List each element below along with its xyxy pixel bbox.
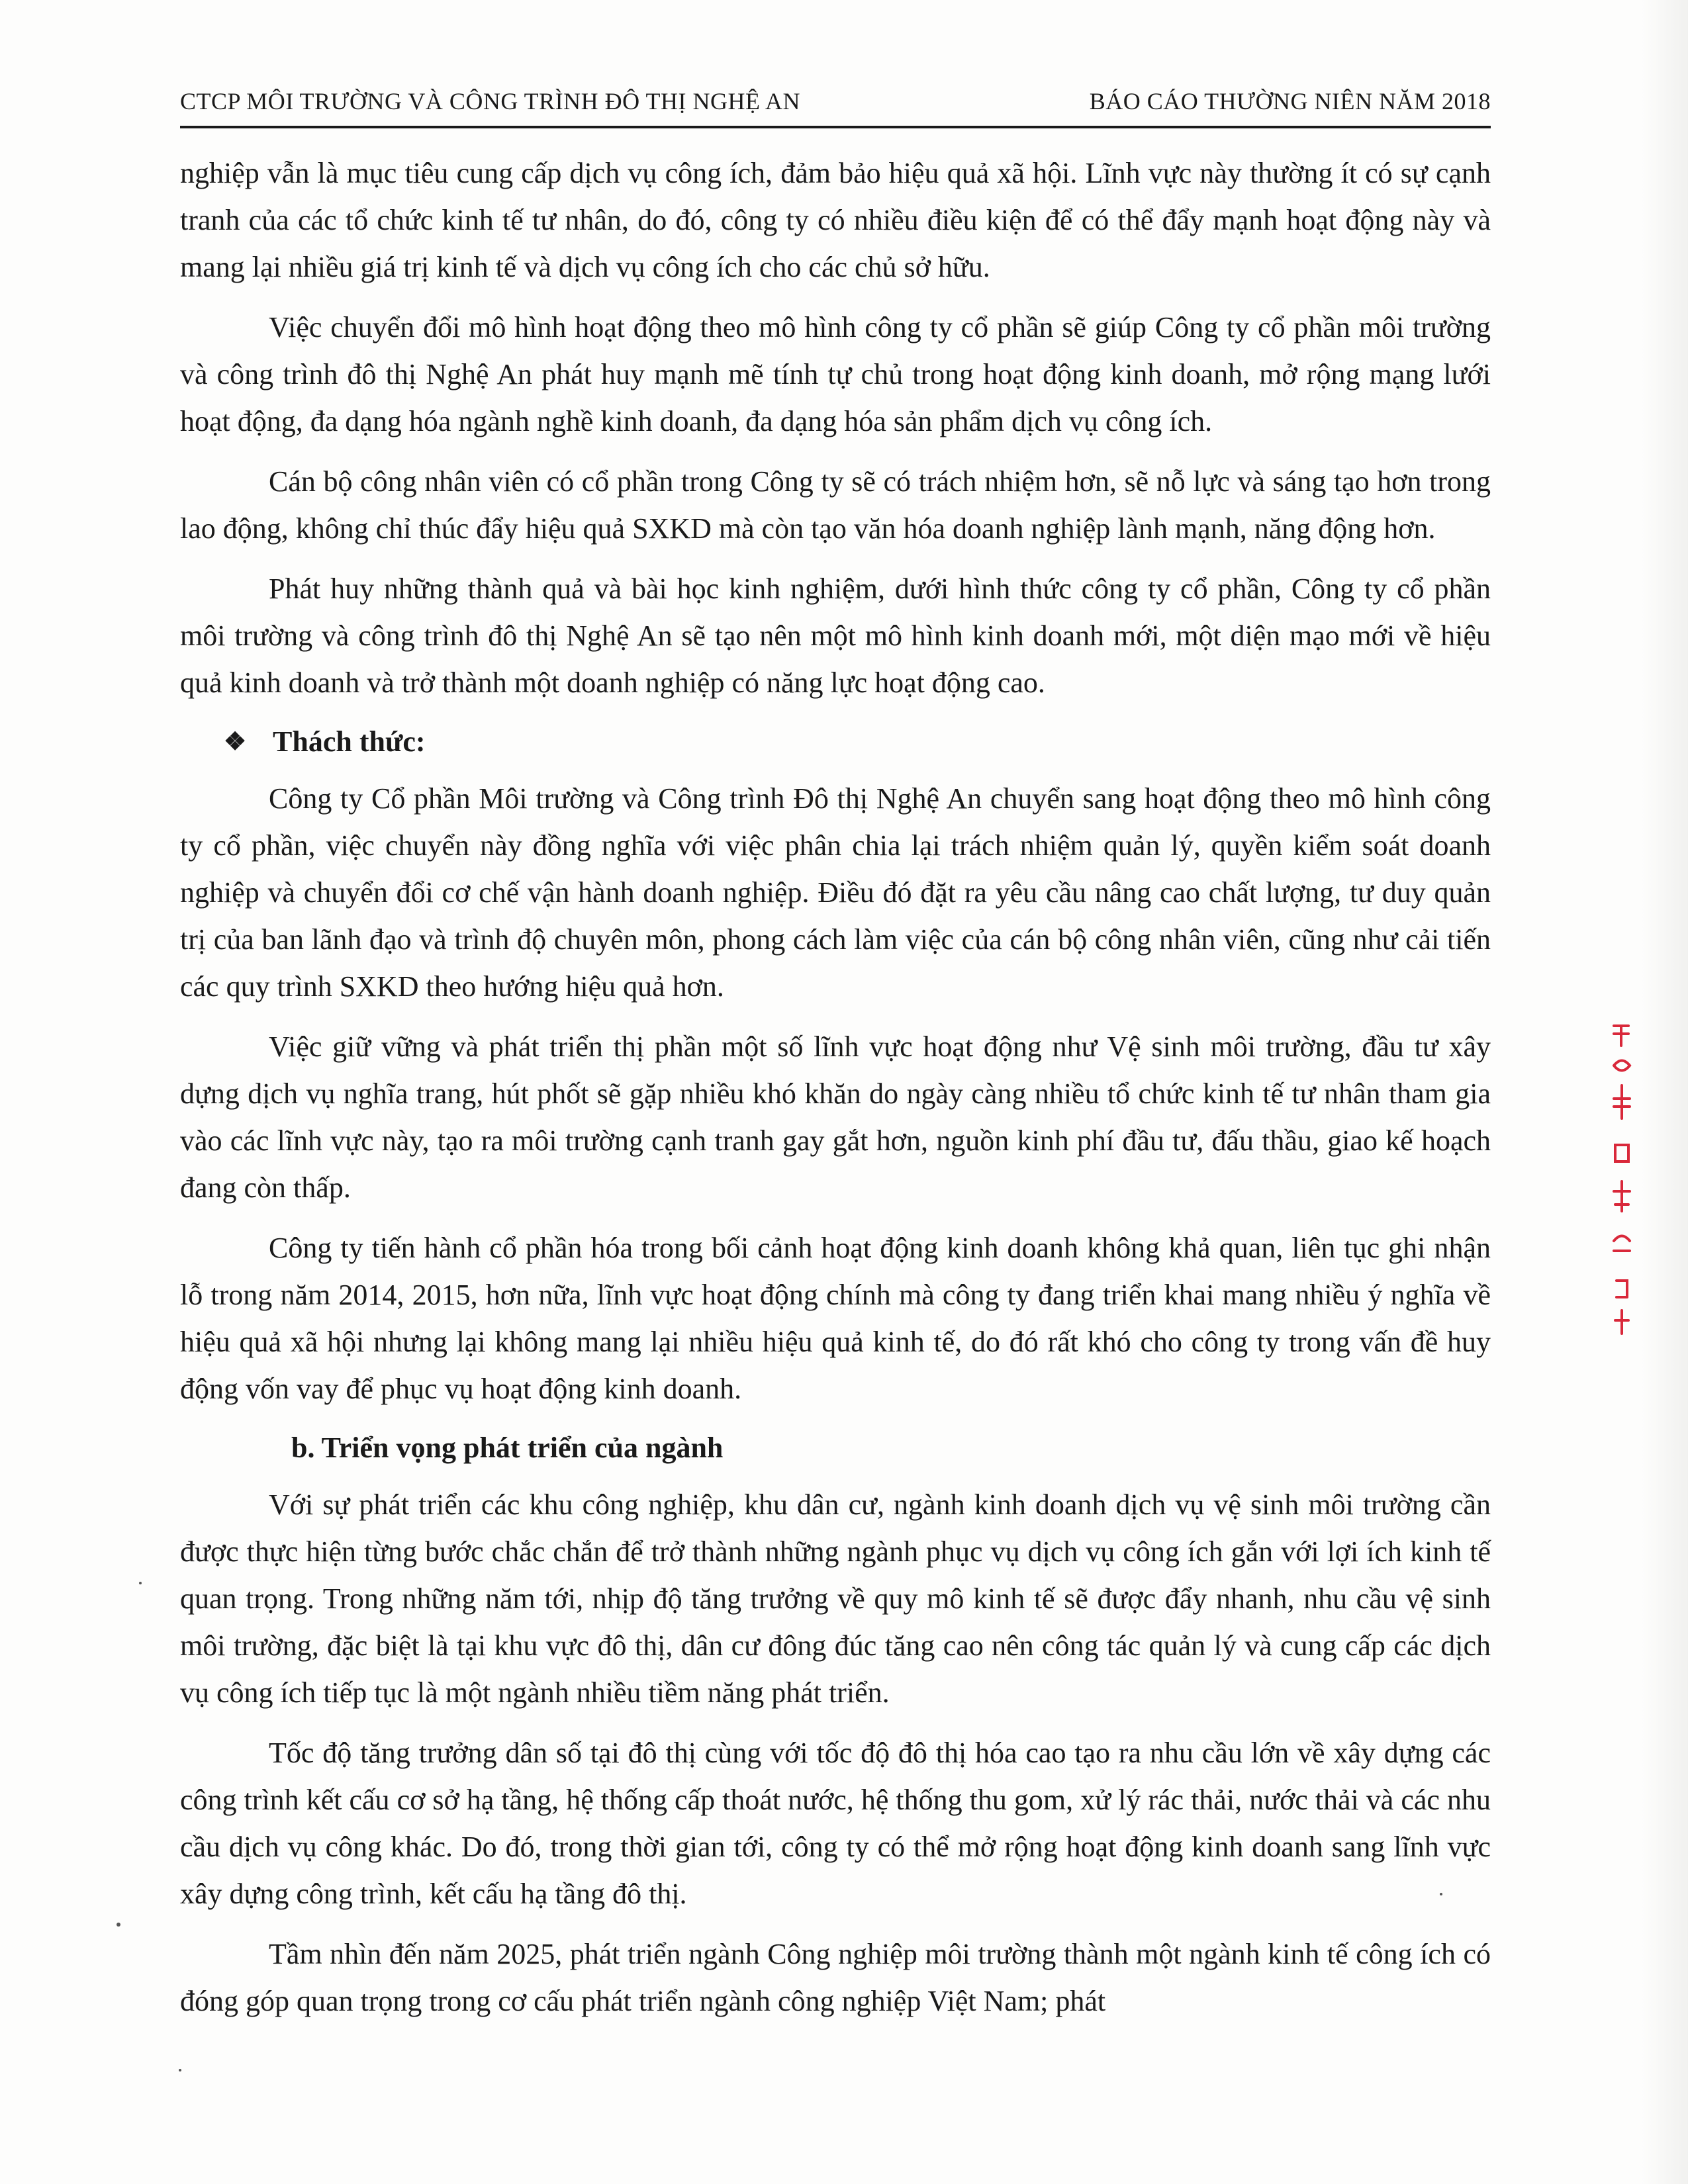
paragraph-urbanization: Tốc độ tăng trưởng dân số tại đô thị cùng với tốc độ đô thị hóa cao tạo ra nhu cầu lớn về xây dựng các công trình kết cấu cơ sở hạ tầng, hệ thống cấp thoát nước, hệ thống thu gom, xử lý rác thải, nước thải và các nhu cầu dịch vụ công khác. Do đó, trong thời gian tới, công ty có thể mở rộng hoạt động kinh doanh sang lĩnh vực xây dựng công trình, kết cấu hạ tầng đô thị. xyxy=(180,1737,1491,1910)
body-text xyxy=(180,150,1491,2038)
challenges-heading xyxy=(180,719,1491,764)
paragraph-challenge-market-share: Việc giữ vững và phát triển thị phần một số lĩnh vực hoạt động như Vệ sinh môi trường, đầu tư xây dựng dịch vụ nghĩa trang, hút phốt sẽ gặp nhiều khó khăn do ngày càng nhiều tổ chức kinh tế tư nhân tham gia vào các lĩnh vực này, tạo ra môi trường cạnh tranh gay gắt hơn, nguồn kinh phí đầu tư, đấu thầu, giao kế hoạch đang còn thấp. xyxy=(180,1030,1491,1204)
prospects-heading-text: b. Triển vọng phát triển của ngành xyxy=(291,1432,724,1464)
header-company-name: CTCP MÔI TRƯỜNG VÀ CÔNG TRÌNH ĐÔ THỊ NGHỆ AN xyxy=(180,88,800,114)
scan-speck xyxy=(139,1582,142,1584)
paragraph-employees: Cán bộ công nhân viên có cổ phần trong Công ty sẽ có trách nhiệm hơn, sẽ nỗ lực và sáng tạo hơn trong lao động, không chỉ thúc đẩy hiệu quả SXKD mà còn tạo văn hóa doanh nghiệp lành mạnh, năng động hơn. xyxy=(180,465,1491,545)
paragraph-challenge-transition: Công ty Cổ phần Môi trường và Công trình Đô thị Nghệ An chuyển sang hoạt động theo mô hình công ty cổ phần, việc chuyển này đồng nghĩa với việc phân chia lại trách nhiệm quản lý, quyền kiểm soát doanh nghiệp và chuyển đổi cơ chế vận hành doanh nghiệp. Điều đó đặt ra yêu cầu nâng cao chất lượng, tư duy quản trị của ban lãnh đạo và trình độ chuyên môn, phong cách làm việc của cán bộ công nhân viên, cũng như cải tiến các quy trình SXKD theo hướng hiệu quả hơn. xyxy=(180,782,1491,1003)
challenges-heading-text: Thách thức: xyxy=(273,725,426,758)
scan-speck xyxy=(117,1923,120,1927)
scan-speck xyxy=(179,2069,181,2071)
scan-speck xyxy=(1440,1893,1442,1895)
paragraph-model-conversion: Việc chuyển đổi mô hình hoạt động theo mô hình công ty cổ phần sẽ giúp Công ty cổ phần môi trường và công trình đô thị Nghệ An phát huy mạnh mẽ tính tự chủ trong hoạt động kinh doanh, mở rộng mạng lưới hoạt động, đa dạng hóa ngành nghề kinh doanh, đa dạng hóa sản phẩm dịch vụ công ích. xyxy=(180,311,1491,437)
diamond-bullet-icon: ❖ xyxy=(224,728,247,756)
paragraph-continued: nghiệp vẫn là mục tiêu cung cấp dịch vụ công ích, đảm bảo hiệu quả xã hội. Lĩnh vực này thường ít có sự cạnh tranh của các tổ chức kinh tế tư nhân, do đó, công ty có nhiều điều kiện để có thể đẩy mạnh hoạt động này và mang lại nhiều giá trị kinh tế và dịch vụ công ích cho các chủ sở hữu. xyxy=(180,157,1491,283)
running-header xyxy=(180,83,1491,128)
scan-edge xyxy=(1642,0,1688,2184)
header-report-title: BÁO CÁO THƯỜNG NIÊN NĂM 2018 xyxy=(1089,88,1491,114)
paragraph-challenge-equitization: Công ty tiến hành cổ phần hóa trong bối cảnh hoạt động kinh doanh không khả quan, liên tục ghi nhận lỗ trong năm 2014, 2015, hơn nữa, lĩnh vực hoạt động chính mà công ty đang triển khai mang nhiều ý nghĩa về hiệu quả xã hội nhưng lại không mang lại nhiều hiệu quả kinh tế, do đó rất khó cho công ty trong vấn đề huy động vốn vay để phục vụ hoạt động kinh doanh. xyxy=(180,1232,1491,1405)
paragraph-achievements: Phát huy những thành quả và bài học kinh nghiệm, dưới hình thức công ty cổ phần, Công ty cổ phần môi trường và công trình đô thị Nghệ An sẽ tạo nên một mô hình kinh doanh mới, một diện mạo mới về hiệu quả kinh doanh và trở thành một doanh nghiệp có năng lực hoạt động cao. xyxy=(180,572,1491,699)
red-stamp-mark xyxy=(1609,1019,1635,1337)
paragraph-industry-growth: Với sự phát triển các khu công nghiệp, khu dân cư, ngành kinh doanh dịch vụ vệ sinh môi trường cần được thực hiện từng bước chắc chắn để trở thành những ngành phục vụ dịch vụ công ích gắn với lợi ích kinh tế quan trọng. Trong những năm tới, nhịp độ tăng trưởng về quy mô kinh tế sẽ được đẩy nhanh, nhu cầu vệ sinh môi trường, đặc biệt là tại khu vực đô thị, dân cư đông đúc tăng cao nên công tác quản lý và cung cấp các dịch vụ công ích tiếp tục là một ngành nhiều tiềm năng phát triển. xyxy=(180,1488,1491,1709)
prospects-heading xyxy=(180,1426,1491,1471)
paragraph-vision-2025: Tầm nhìn đến năm 2025, phát triển ngành Công nghiệp môi trường thành một ngành kinh tế công ích có đóng góp quan trọng trong cơ cấu phát triển ngành công nghiệp Việt Nam; phát xyxy=(180,1938,1491,2017)
